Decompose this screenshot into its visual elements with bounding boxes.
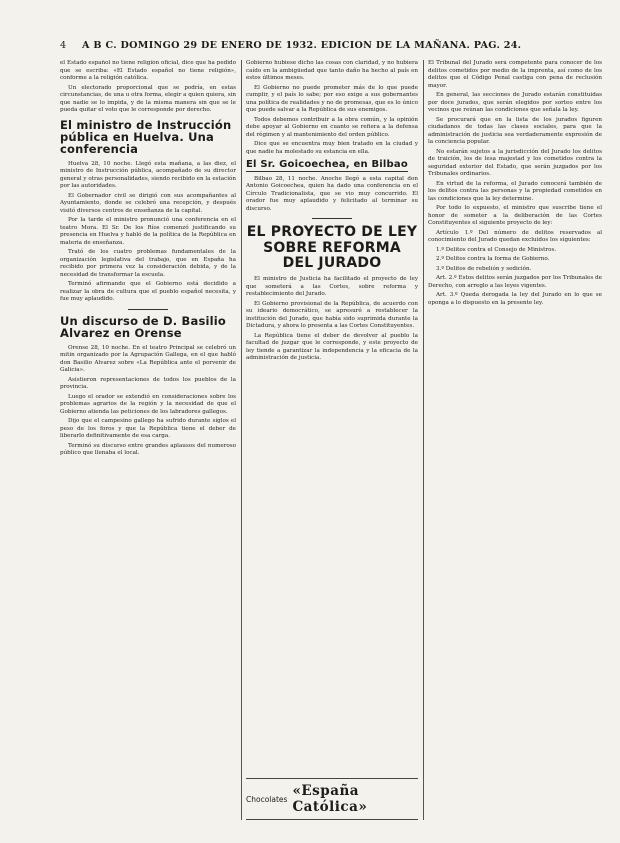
paragraph: Art. 2.º Estos delitos serán juzgados por los Tribunales de Derecho, con arreglo a las leyes vigentes. (428, 275, 602, 289)
advertisement-chocolates (246, 778, 418, 820)
ad-brand: «España Católica» (292, 783, 368, 815)
paragraph: Artículo 1.º Del número de delitos reservados al conocimiento del Jurado quedan excluidos los siguientes: (428, 229, 602, 243)
paragraph: En general, las secciones de Jurado estarán constituidas por doce jurados, que serán elegidos por sorteo entre los vecinos que reúnan las condiciones que señala la ley. (428, 92, 602, 113)
paragraph: Un electorado proporcional que se podría, en estas circunstancias, de una u otra forma, elegir a quien quiera, sin que nadie se lo impida, y de la misma manera sin que se le pueda quitar el voto que le corresponde por derecho. (60, 84, 236, 113)
paragraph: Todos debemos contribuir a la obra común, y la opinión debe apoyar al Gobierno en cuanto se refiera a la defensa del régimen y al mantenimiento del orden público. (246, 116, 418, 138)
paragraph: El Gobierno no puede prometer más de lo que puede cumplir, y el país lo sabe; por eso exige a sus gobernantes una política de realidades y no de promesas, que es lo único que puede salvar a la República de sus enemigos. (246, 84, 418, 113)
paragraph: 1.º Delitos contra el Consejo de Ministros. (436, 246, 557, 253)
divider (312, 218, 352, 219)
paragraph: Por todo lo expuesto, el ministro que suscribe tiene el honor de someter a la deliberación de las Cortes Constituyentes el siguiente proyecto de ley: (428, 205, 602, 226)
ad-prefix: Chocolates (246, 794, 288, 804)
paragraph: Art. 3.º Queda derogada la ley del Jurado en lo que se oponga a lo dispuesto en la presente ley. (428, 292, 602, 306)
column-1 (60, 60, 236, 820)
paragraph: La República tiene el deber de devolver al pueblo la facultad de juzgar que le corresponde, y este proyecto de ley tiende a garantizar la independencia y la eficacia de la administración de justicia. (246, 332, 418, 362)
page-mark: 4 (60, 40, 67, 51)
divider (128, 309, 168, 310)
paragraph: El ministro de Justicia ha facilitado el proyecto de ley que someterá a las Cortes, sobre reforma y restablecimiento del Jurado. (246, 276, 418, 298)
paragraph: 2.º Delitos contra la forma de Gobierno. (436, 256, 550, 262)
headline-basilio-alvarez: Un discurso de D. Basilio Alvarez en Orense (60, 313, 227, 341)
paragraph: Por la tarde el ministro pronunció una conferencia en el teatro Mora. El Sr. De los Ríos comenzó justificando su presencia en Huelva y habló de la política de la República en materia de enseñanza. (60, 217, 236, 246)
paragraph: Se procurará que en la lista de los jurados figuren ciudadanos de todas las clases sociales, para que la administración de justicia sea verdaderamente expresión de la conciencia popular. (428, 116, 602, 145)
paragraph: 3.º Delitos de rebelión y sedición. (436, 265, 532, 272)
column-3 (428, 60, 602, 820)
paragraph: No estarán sujetos a la jurisdicción del Jurado los delitos de traición, los de lesa majestad y los cometidos contra la seguridad exterior del Estado, que serán juzgados por los Tribunales ordinarios. (428, 148, 602, 177)
paragraph: el Estado español no tiene religión oficial, dice que ha pedido que se escriba: «El Estado español no tiene religión», conforme a la religión católica. (60, 60, 236, 81)
paragraph: Terminó afirmando que el Gobierno está decidido a realizar la obra de cultura que el pueblo español necesita, y fue muy aplaudido. (60, 281, 236, 303)
page-header (60, 40, 550, 54)
paragraph: Asistieron representaciones de todos los pueblos de la provincia. (60, 376, 236, 391)
paragraph: Bilbao 28, 11 noche. Anoche llegó a esta capital don Antonio Goicoechea, quien ha dado una conferencia en el Círculo Tradicionalista, que se vio muy concurrido. El orador fue muy aplaudido y felicitado al terminar su discurso. (246, 175, 418, 212)
paragraph: En virtud de la reforma, el Jurado conocerá también de los delitos contra las personas y la propiedad cometidos en las condiciones que la ley determine. (428, 180, 602, 202)
paragraph: El Gobierno provisional de la República, de acuerdo con su ideario democrático, se apresuró a restablecer la institución del Jurado, que había sido suprimida durante la Dictadura, y ahora lo presenta a las Cortes Constituyentes. (246, 300, 418, 330)
paragraph: Gobierno hubiese dicho las cosas con claridad, y no hubiera caído en la ambigüedad que tanto daño ha hecho al país en estos últimos meses. (246, 60, 418, 81)
paragraph: Terminó su discurso entre grandes aplausos del numeroso público que llenaba el local. (60, 442, 236, 457)
paragraph: El Tribunal del Jurado será competente para conocer de los delitos cometidos por medio de la imprenta, así como de los delitos que el Código Penal castiga con pena de reclusión mayor. (428, 60, 602, 89)
paragraph: Dice que se encuentra muy bien tratado en la ciudad y que nadie ha molestado su estancia en ella. (246, 141, 418, 155)
paragraph: Trató de los cuatro problemas fundamentales de la organización legislativa del trabajo, que en España ha recibido por primera vez la consideración debida, y de la necesidad de transformar la escuela. (60, 249, 236, 278)
column-rule-1 (241, 60, 242, 820)
column-2 (246, 60, 418, 820)
column-rule-2 (423, 60, 424, 820)
paragraph: Luego el orador se extendió en consideraciones sobre los problemas agrarios de la región y la necesidad de que el Gobierno atienda las peticiones de los labradores gallegos. (60, 393, 236, 415)
paragraph: Orense 28, 10 noche. En el teatro Principal se celebró un mitin organizado por la Agrupación Gallega, en el que habló don Basilio Alvarez sobre «La República ante el porvenir de Galicia». (60, 344, 236, 374)
headline-goicoechea-text: El Sr. Goicoechea, en Bilbao (246, 159, 408, 170)
paragraph: El Gobernador civil se dirigió con sus acompañantes al Ayuntamiento, donde se celebró una recepción, y después visitó diversos centros de enseñanza de la capital. (60, 192, 236, 214)
headline-proyecto-jurado: EL PROYECTO DE LEY SOBRE REFORMA DEL JURADO (246, 224, 418, 272)
headline-goicoechea (246, 160, 418, 171)
headline-ministro-instruccion: El ministro de Instrucción pública en Huelva. Una conferencia (60, 117, 232, 157)
paragraph: Dijo que el campesino gallego ha sufrido durante siglos el peso de los foros y que la República tiene el deber de liberarlo definitivamente de esa carga. (60, 418, 236, 440)
paragraph: Huelva 28, 10 noche. Llegó esta mañana, a las diez, el ministro de Instrucción pública, acompañado de su director general y otras personalidades, siendo recibido en la estación por las autoridades. (60, 160, 236, 190)
header-title: A B C. DOMINGO 29 DE ENERO DE 1932. EDICION DE LA MAÑANA. PAG. 24. (82, 40, 522, 51)
